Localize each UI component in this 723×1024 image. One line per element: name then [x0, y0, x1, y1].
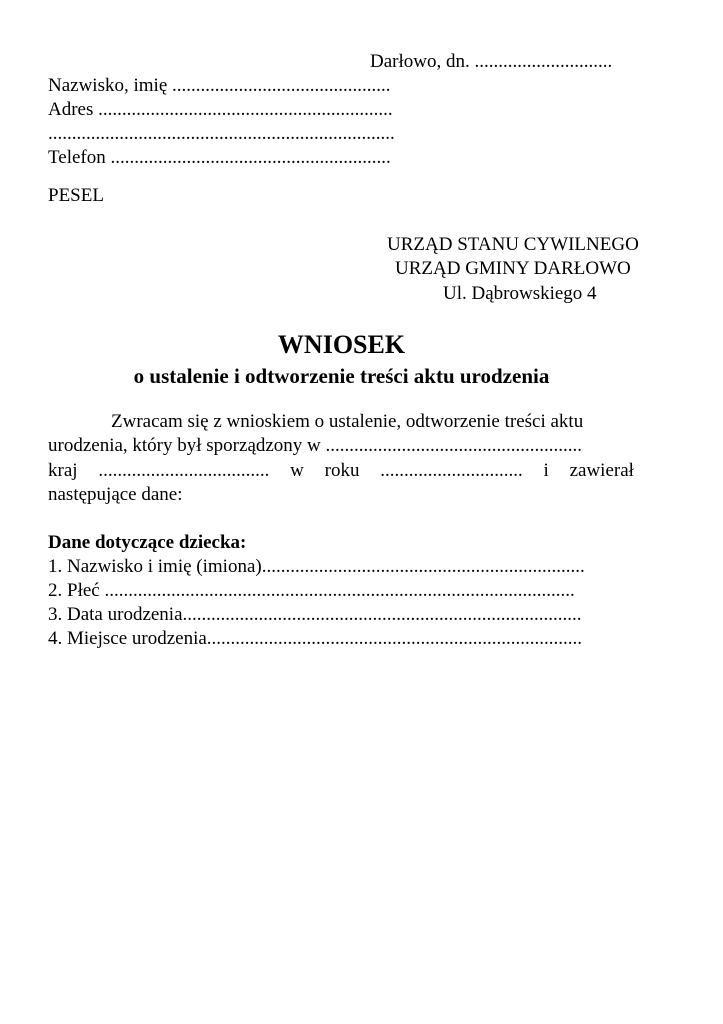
recipient-line-1: URZĄD STANU CYWILNEGO: [387, 234, 639, 255]
body-word: w: [290, 460, 304, 481]
body-word: roku: [324, 460, 360, 481]
document-title: WNIOSEK: [277, 330, 406, 359]
child-birth-date-field[interactable]: 3. Data urodzenia....................................................................................: [48, 604, 582, 625]
body-line-1: Zwracam się z wnioskiem o ustalenie, odtworzenie treści aktu: [111, 411, 584, 432]
body-line-2[interactable]: urodzenia, który był sporządzony w ......................................................: [48, 435, 583, 456]
body-word: i: [543, 460, 549, 481]
applicant-phone-field[interactable]: Telefon ...........................................................: [48, 147, 391, 168]
recipient-line-2: URZĄD GMINY DARŁOWO: [395, 258, 631, 279]
recipient-line-3: Ul. Dąbrowskiego 4: [443, 283, 597, 304]
applicant-pesel-label: PESEL: [48, 185, 104, 206]
body-word: kraj: [48, 460, 78, 481]
child-birth-place-field[interactable]: 4. Miejsce urodzenia...............................................................................: [48, 628, 583, 649]
body-word: zawierał: [569, 460, 634, 481]
document-subtitle: o ustalenie i odtworzenie treści aktu urodzenia: [133, 364, 550, 388]
child-name-field[interactable]: 1. Nazwisko i imię (imiona)....................................................................: [48, 556, 585, 577]
place-date-field[interactable]: Darłowo, dn. .............................: [370, 51, 613, 72]
applicant-address-continuation-field[interactable]: .........................................................................: [48, 123, 395, 144]
child-sex-field[interactable]: 2. Płeć ...................................................................................................: [48, 580, 575, 601]
applicant-address-field[interactable]: Adres ..............................................................: [48, 99, 393, 120]
body-line-4: następujące dane:: [48, 484, 183, 505]
country-field[interactable]: ....................................: [98, 460, 270, 481]
body-line-3[interactable]: [48, 459, 634, 483]
child-section-heading: Dane dotyczące dziecka:: [48, 532, 247, 553]
year-field[interactable]: ..............................: [380, 460, 523, 481]
applicant-name-field[interactable]: Nazwisko, imię ..............................................: [48, 75, 391, 96]
